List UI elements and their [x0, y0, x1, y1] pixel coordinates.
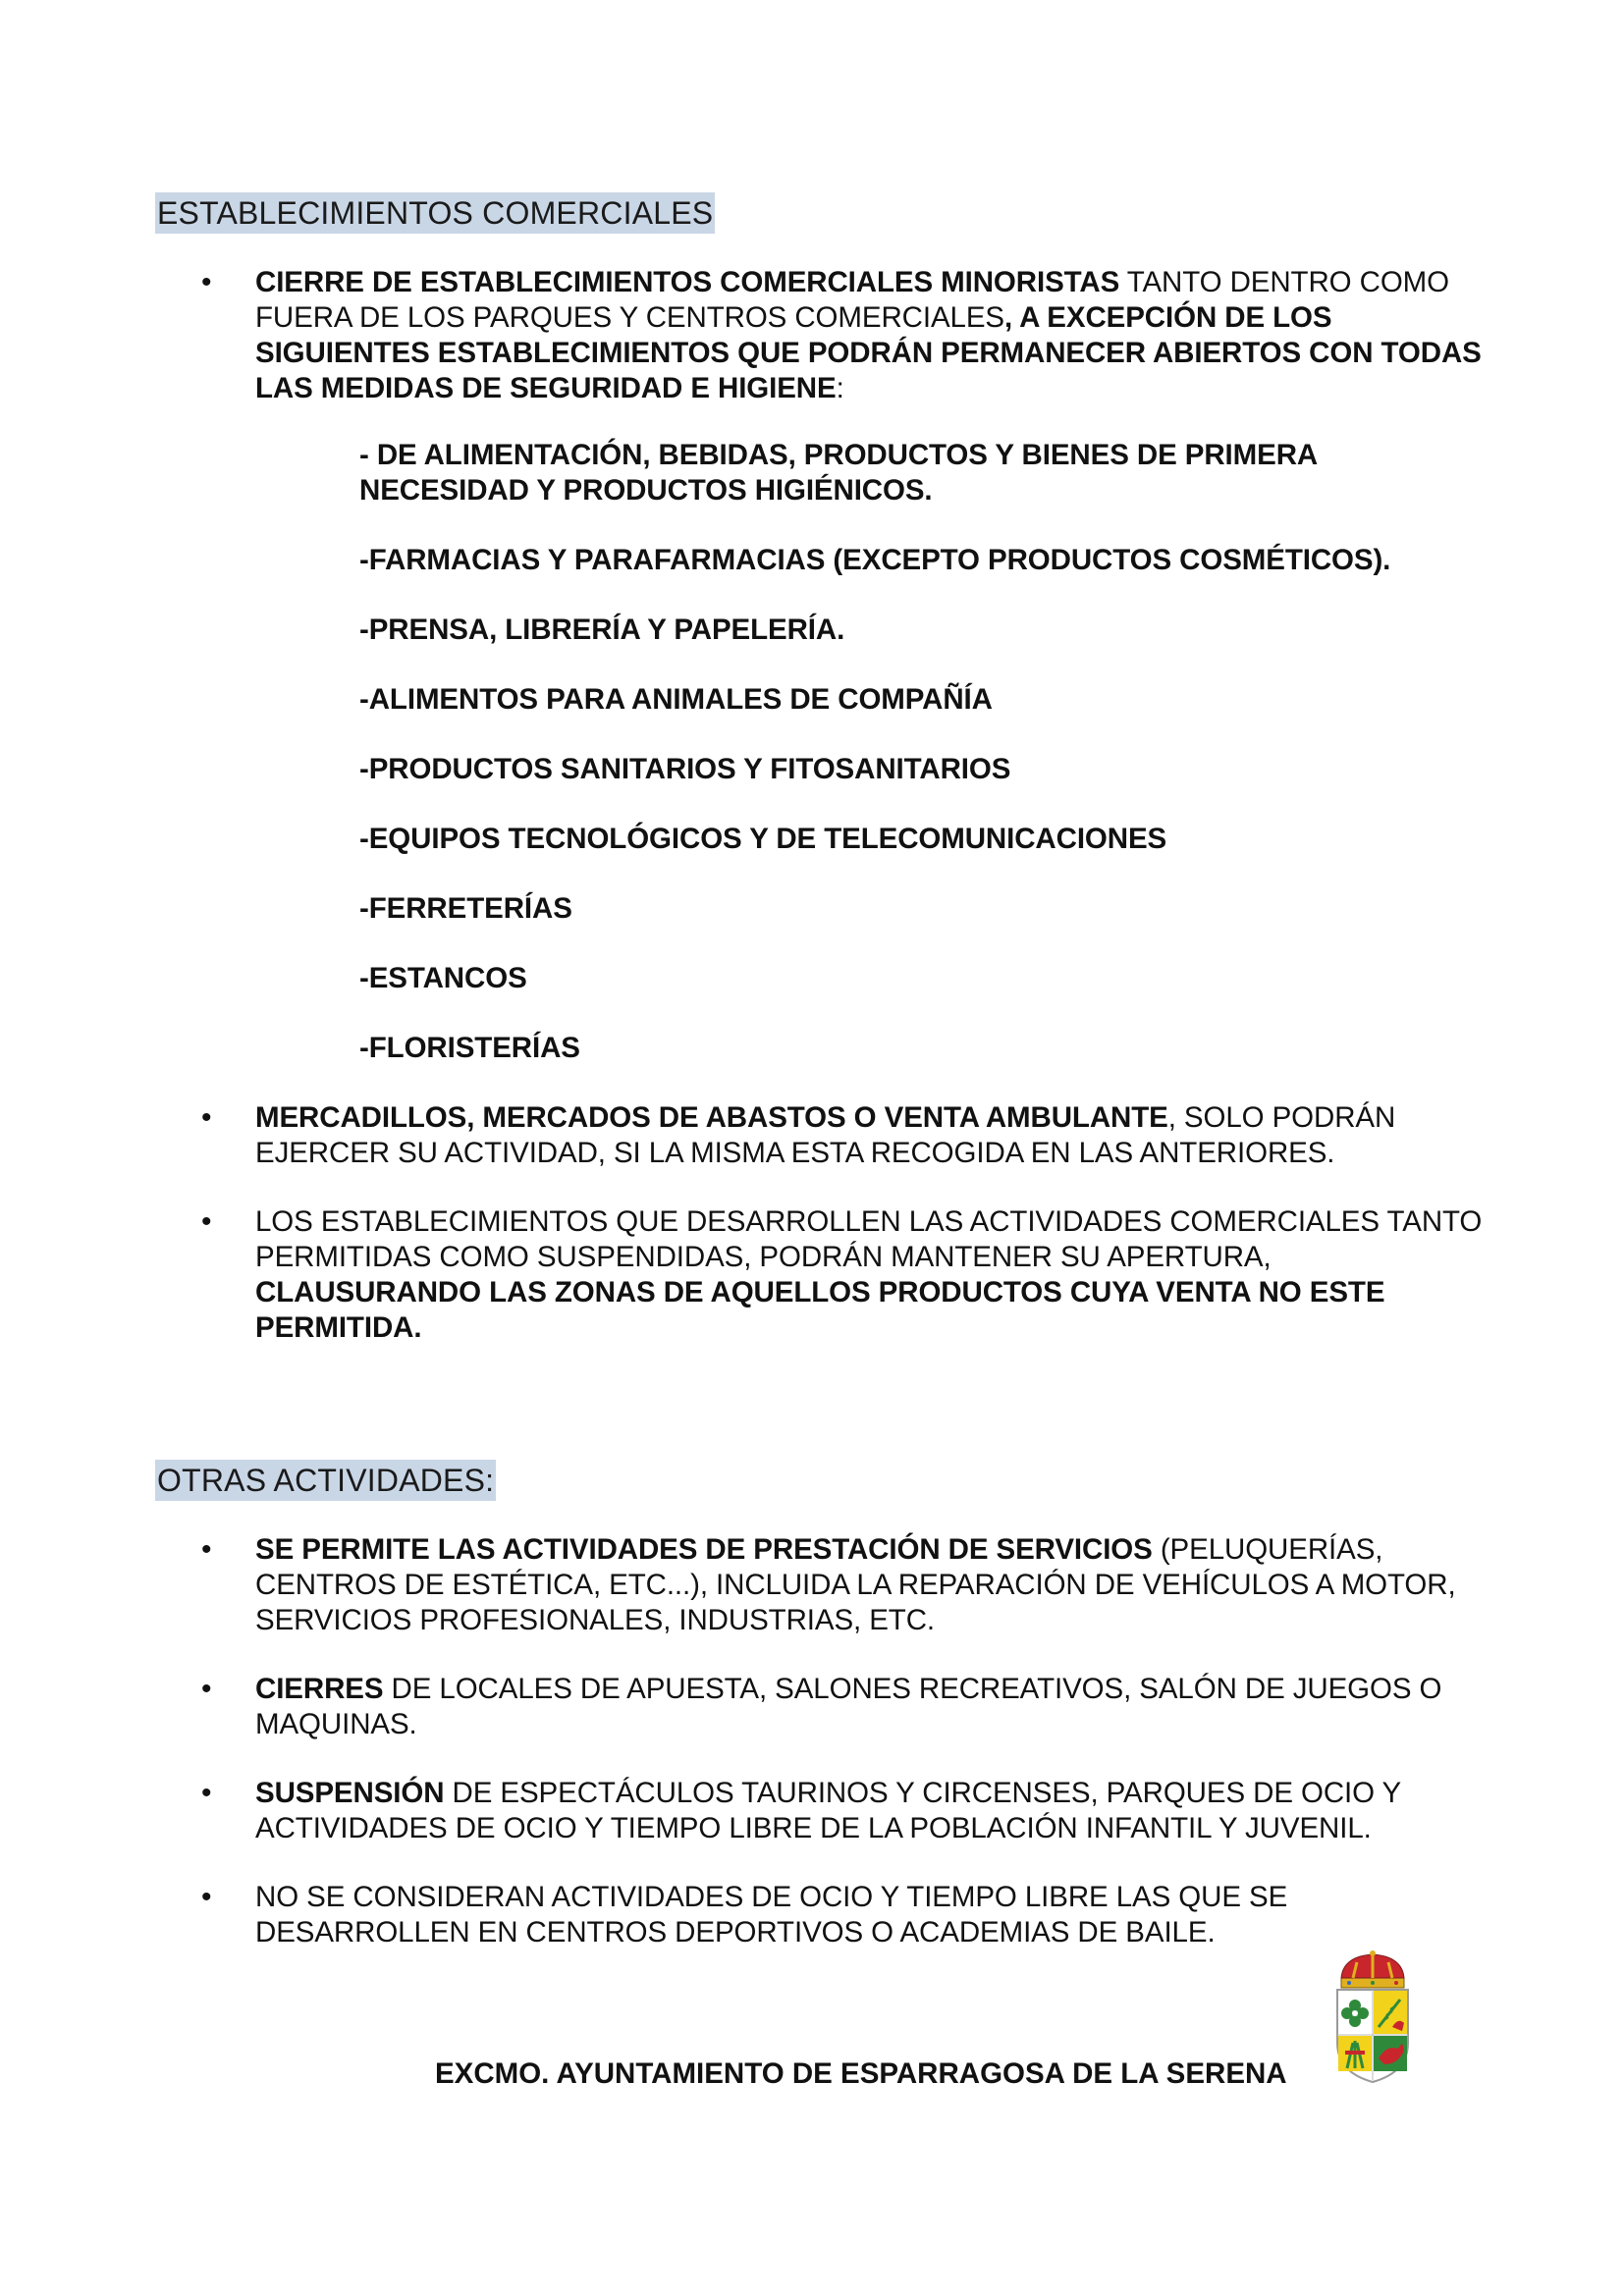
bullet-paragraph-ocio [255, 1880, 1483, 1950]
exception-item: - DE ALIMENTACIÓN, BEBIDAS, PRODUCTOS Y BIENES DE PRIMERA NECESIDAD Y PRODUCTOS HIGIÉNICOS. [359, 439, 1318, 507]
bullet-text: NO SE CONSIDERAN ACTIVIDADES DE OCIO Y TIEMPO LIBRE LAS QUE SE DESARROLLEN EN CENTROS DEPORTIVOS O ACADEMIAS DE BAILE. [255, 1881, 1288, 1949]
exception-item: -PRENSA, LIBRERÍA Y PAPELERÍA. [359, 614, 845, 646]
exception-item: -FERRETERÍAS [359, 892, 572, 925]
bullet-text-bold: SE PERMITE LAS ACTIVIDADES DE PRESTACIÓN DE SERVICIOS [255, 1533, 1153, 1566]
bullet-text-bold: CLAUSURANDO LAS ZONAS DE AQUELLOS PRODUCTOS CUYA VENTA NO ESTE PERMITIDA. [255, 1276, 1385, 1344]
bullet-marker: • [201, 1777, 212, 1809]
exception-item: -PRODUCTOS SANITARIOS Y FITOSANITARIOS [359, 753, 1011, 785]
bullet-text: , SOLO PODRÁN EJERCER SU ACTIVIDAD, SI LA MISMA ESTA RECOGIDA EN LAS ANTERIORES. [255, 1101, 1396, 1169]
bullet-marker: • [201, 266, 212, 298]
bullet-text: TANTO DENTRO COMO FUERA DE LOS PARQUES Y CENTROS COMERCIALES [255, 266, 1449, 334]
bullet-paragraph-servicios [255, 1532, 1483, 1638]
bullet-marker: • [201, 1101, 212, 1134]
exception-item: -FLORISTERÍAS [359, 1032, 580, 1064]
bullet-paragraph-cierre [255, 265, 1483, 406]
bullet-text-bold: CIERRE DE ESTABLECIMIENTOS COMERCIALES MINORISTAS [255, 266, 1120, 298]
bullet-text-bold: MERCADILLOS, MERCADOS DE ABASTOS O VENTA AMBULANTE [255, 1101, 1168, 1134]
exception-item: -ALIMENTOS PARA ANIMALES DE COMPAÑÍA [359, 683, 993, 716]
bullet-text: LOS ESTABLECIMIENTOS QUE DESARROLLEN LAS ACTIVIDADES COMERCIALES TANTO PERMITIDAS COMO SUSPENDIDAS, PODRÁN MANTENER SU APERTURA, [255, 1205, 1483, 1273]
exception-item: -FARMACIAS Y PARAFARMACIAS (EXCEPTO PRODUCTOS COSMÉTICOS). [359, 544, 1391, 576]
exception-item: -EQUIPOS TECNOLÓGICOS Y DE TELECOMUNICACIONES [359, 823, 1167, 855]
bullet-marker: • [201, 1533, 212, 1566]
exception-item: -ESTANCOS [359, 962, 527, 994]
bullet-text-bold: SUSPENSIÓN [255, 1777, 445, 1809]
bullet-paragraph-mercadillos [255, 1100, 1483, 1171]
bullet-text: : [836, 372, 844, 404]
bullet-text: (PELUQUERÍAS, CENTROS DE ESTÉTICA, ETC...), INCLUIDA LA REPARACIÓN DE VEHÍCULOS A MOTOR, SERVICIOS PROFESIONALES, INDUSTRIAS, ETC. [255, 1533, 1456, 1636]
bullet-text-bold: CIERRES [255, 1673, 384, 1705]
bullet-marker: • [201, 1673, 212, 1705]
footer-signature: EXCMO. AYUNTAMIENTO DE ESPARRAGOSA DE LA SERENA [435, 2057, 1287, 2090]
bullet-text: DE ESPECTÁCULOS TAURINOS Y CIRCENSES, PARQUES DE OCIO Y ACTIVIDADES DE OCIO Y TIEMPO LIBRE DE LA POBLACIÓN INFANTIL Y JUVENIL. [255, 1777, 1401, 1844]
bullet-text: DE LOCALES DE APUESTA, SALONES RECREATIVOS, SALÓN DE JUEGOS O MAQUINAS. [255, 1673, 1442, 1740]
bullet-marker: • [201, 1205, 212, 1238]
municipal-coat-of-arms-icon [1324, 1949, 1422, 2086]
bullet-paragraph-suspension [255, 1776, 1483, 1846]
section-heading-otras-actividades: OTRAS ACTIVIDADES: [155, 1460, 496, 1501]
bullet-marker: • [201, 1881, 212, 1913]
section-heading-establecimientos: ESTABLECIMIENTOS COMERCIALES [155, 192, 715, 234]
bullet-text-bold: , A EXCEPCIÓN DE LOS SIGUIENTES ESTABLECIMIENTOS QUE PODRÁN PERMANECER ABIERTOS CON TODAS LAS MEDIDAS DE SEGURIDAD E HIGIENE [255, 301, 1482, 404]
bullet-paragraph-cierres [255, 1672, 1483, 1742]
bullet-paragraph-establecimientos [255, 1204, 1483, 1346]
